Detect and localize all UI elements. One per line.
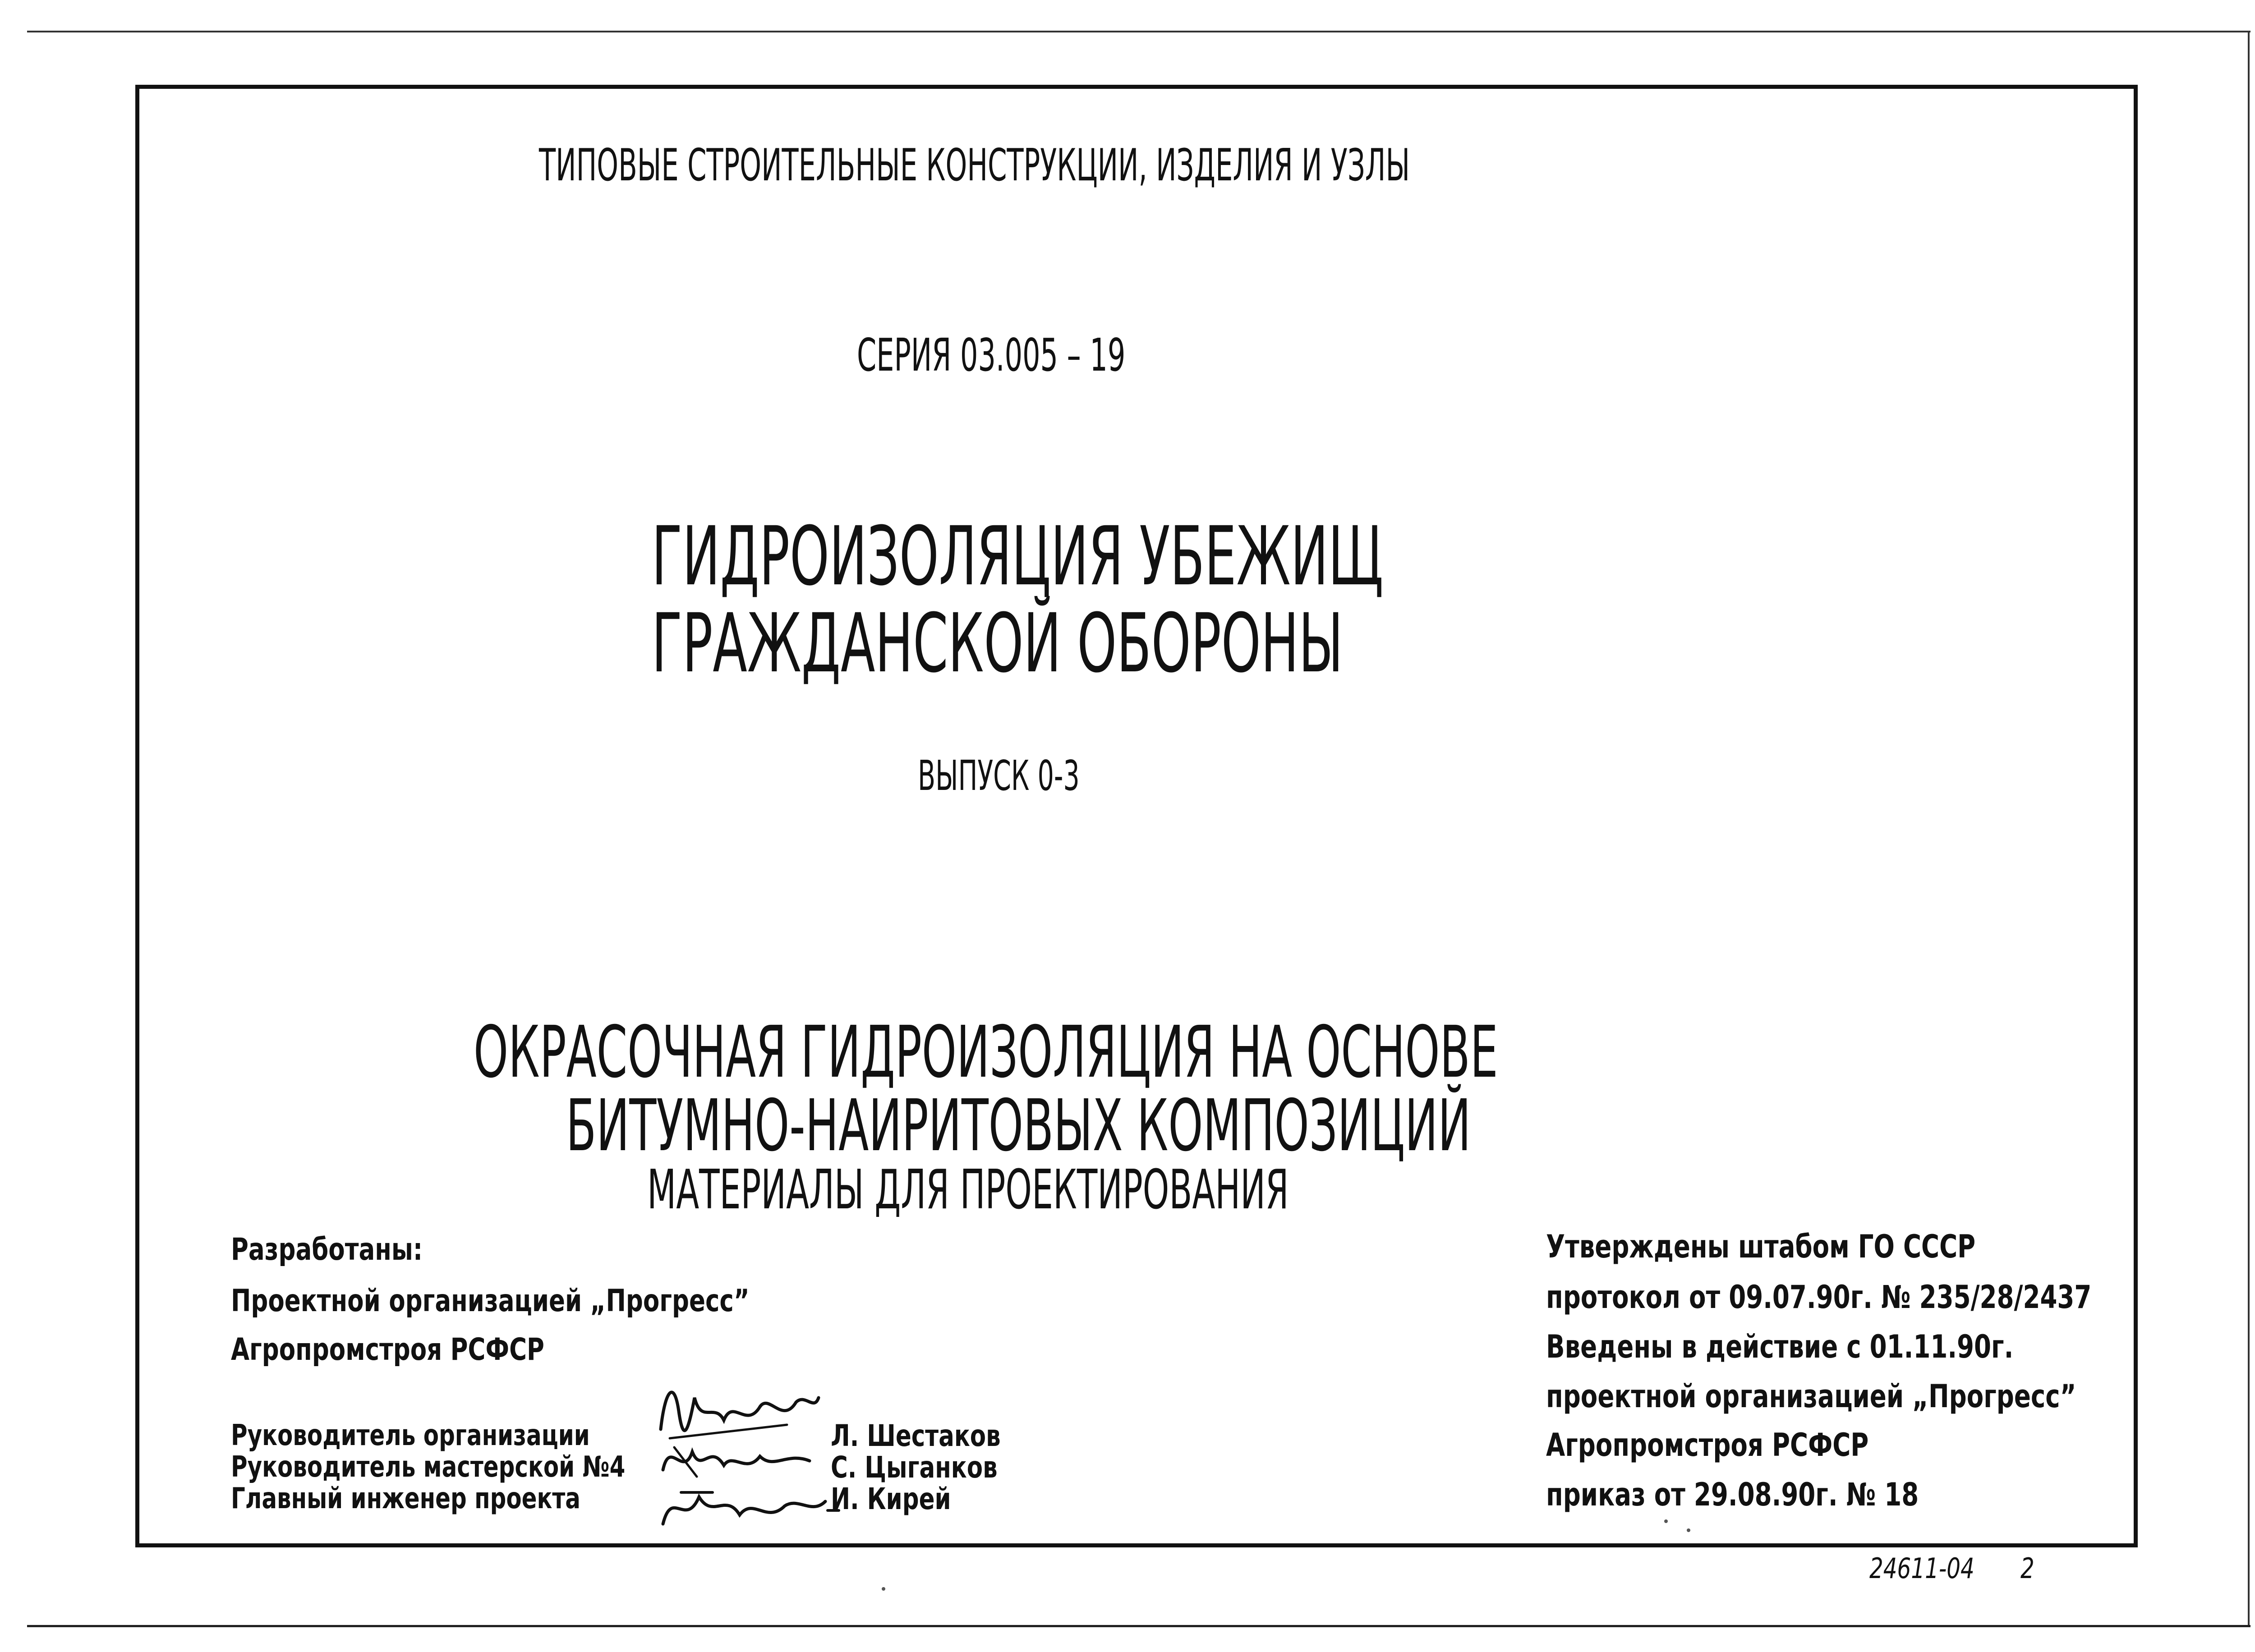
title-line-2: ГРАЖДАНСКОЙ ОБОРОНЫ — [652, 597, 1344, 691]
scan-speck — [1687, 1528, 1690, 1532]
approval-line-2: протокол от 09.07.90г. № 235/28/2437 — [1546, 1279, 2092, 1316]
subtitle-line-2: БИТУМНО-НАИРИТОВЫХ КОМПОЗИЦИЙ — [566, 1084, 1471, 1167]
signature-kirey — [654, 1474, 843, 1537]
signatory-role-1: Руководитель организации — [231, 1419, 590, 1452]
sheet-edge-top — [27, 31, 2250, 32]
signatory-name-3: И. Кирей — [831, 1482, 951, 1516]
signatory-role-2: Руководитель мастерской №4 — [231, 1450, 626, 1484]
sheet-edge-bottom — [27, 1625, 2250, 1627]
series-number: СЕРИЯ 03.005 – 19 — [857, 329, 1126, 381]
sheet-edge-right — [2248, 31, 2250, 1627]
title-line-1: ГИДРОИЗОЛЯЦИЯ УБЕЖИЩ — [652, 509, 1384, 604]
issue-number: ВЫПУСК 0-3 — [918, 752, 1080, 800]
signatory-name-2: С. Цыганков — [831, 1450, 998, 1485]
scan-speck — [1664, 1519, 1668, 1523]
approval-line-3: Введены в действие с 01.11.90г. — [1546, 1328, 2014, 1365]
header-line: ТИПОВЫЕ СТРОИТЕЛЬНЫЕ КОНСТРУКЦИИ, ИЗДЕЛИЯ И УЗЛЫ — [539, 140, 1410, 191]
developer-org-line-2: Агропромстроя РСФСР — [231, 1332, 544, 1367]
scan-speck — [882, 1587, 885, 1591]
developer-org-line-1: Проектной организацией „Прогресс” — [231, 1283, 750, 1319]
page-number: 2 — [2020, 1552, 2034, 1585]
subtitle-line-3: МАТЕРИАЛЫ ДЛЯ ПРОЕКТИРОВАНИЯ — [647, 1159, 1289, 1221]
document-code: 24611-04 — [1869, 1552, 1974, 1585]
signatory-name-1: Л. Шестаков — [831, 1418, 1001, 1453]
subtitle-line-1: ОКРАСОЧНАЯ ГИДРОИЗОЛЯЦИЯ НА ОСНОВЕ — [474, 1011, 1498, 1094]
approval-line-6: приказ от 29.08.90г. № 18 — [1546, 1476, 1919, 1513]
approval-line-1: Утверждены штабом ГО СССР — [1546, 1228, 1976, 1265]
signatory-role-3: Главный инженер проекта — [231, 1482, 580, 1515]
approval-line-5: Агропромстроя РСФСР — [1546, 1427, 1869, 1464]
developed-heading: Разработаны: — [231, 1232, 423, 1267]
approval-line-4: проектной организацией „Прогресс” — [1546, 1378, 2076, 1415]
